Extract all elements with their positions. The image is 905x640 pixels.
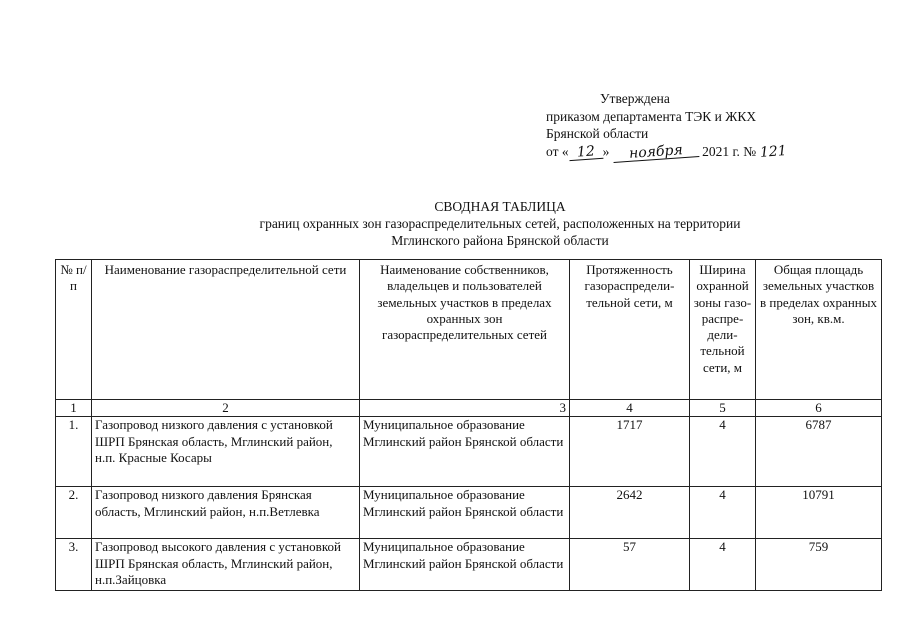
- row-number: 3.: [56, 539, 92, 591]
- title-subtitle: границ охранных зон газораспределительных сетей, расположенных на территории: [259, 216, 741, 231]
- column-number: 5: [690, 400, 756, 417]
- network-length: 57: [570, 539, 690, 591]
- approval-order-line: приказом департамента ТЭК и ЖКХ: [546, 108, 757, 124]
- table-row: [56, 539, 882, 591]
- approval-block: [546, 90, 866, 160]
- header-owners: Наименование собственников, владельцев и пользователей земельных участков в пределах охранных зон газораспределительных сетей: [360, 260, 570, 400]
- header-length: Протяженность газораспредели-тельной сети, м: [570, 260, 690, 400]
- title-main: СВОДНАЯ ТАБЛИЦА: [434, 199, 566, 214]
- approval-number-sign: №: [743, 143, 757, 159]
- header-network-name: Наименование газораспределительной сети: [92, 260, 360, 400]
- header-total-area: Общая площадь земельных участков в пределах охранных зон, кв.м.: [756, 260, 882, 400]
- approval-date-line: [546, 143, 866, 161]
- approval-region-line: Брянской области: [546, 126, 649, 141]
- header-zone-width: Ширина охранной зоны газо-распре-дели-тельной сети, м: [690, 260, 756, 400]
- zone-width: 4: [690, 417, 756, 487]
- zone-width: 4: [690, 539, 756, 591]
- network-length: 1717: [570, 417, 690, 487]
- column-number: 6: [756, 400, 882, 417]
- approval-heading: Утверждена: [600, 91, 670, 106]
- network-name: Газопровод высокого давления с установкой ШРП Брянская область, Мглинский район, н.п.Зайцовка: [92, 539, 360, 591]
- zone-area: 759: [756, 539, 882, 591]
- network-name: Газопровод низкого давления Брянская область, Мглинский район, н.п.Ветлевка: [92, 487, 360, 539]
- column-number: 4: [570, 400, 690, 417]
- row-number: 1.: [56, 417, 92, 487]
- network-length: 2642: [570, 487, 690, 539]
- header-number: № п/п: [56, 260, 92, 400]
- table-row: [56, 487, 882, 539]
- approval-from-label: от «: [546, 143, 569, 159]
- approval-close-quote: »: [602, 143, 610, 159]
- column-number: 2: [92, 400, 360, 417]
- zone-area: 6787: [756, 417, 882, 487]
- summary-table: [55, 259, 882, 591]
- table-row: [56, 417, 882, 487]
- zone-area: 10791: [756, 487, 882, 539]
- handwritten-number: 121: [758, 142, 787, 161]
- column-number: 3: [360, 400, 570, 417]
- column-number: 1: [56, 400, 92, 417]
- owner-name: Муниципальное образование Мглинский район Брянской области: [360, 487, 570, 539]
- owner-name: Муниципальное образование Мглинский район Брянской области: [360, 417, 570, 487]
- zone-width: 4: [690, 487, 756, 539]
- handwritten-day: 12: [568, 144, 603, 160]
- network-name: Газопровод низкого давления с установкой ШРП Брянская область, Мглинский район, н.п. Красные Косары: [92, 417, 360, 487]
- approval-year: 2021 г.: [702, 143, 740, 159]
- column-number-row: [56, 400, 882, 417]
- title-subtitle-2: Мглинского района Брянской области: [391, 233, 609, 248]
- owner-name: Муниципальное образование Мглинский район Брянской области: [360, 539, 570, 591]
- table-header-row: [56, 260, 882, 400]
- handwritten-month: ноября: [612, 143, 699, 163]
- document-title: [100, 198, 900, 249]
- row-number: 2.: [56, 487, 92, 539]
